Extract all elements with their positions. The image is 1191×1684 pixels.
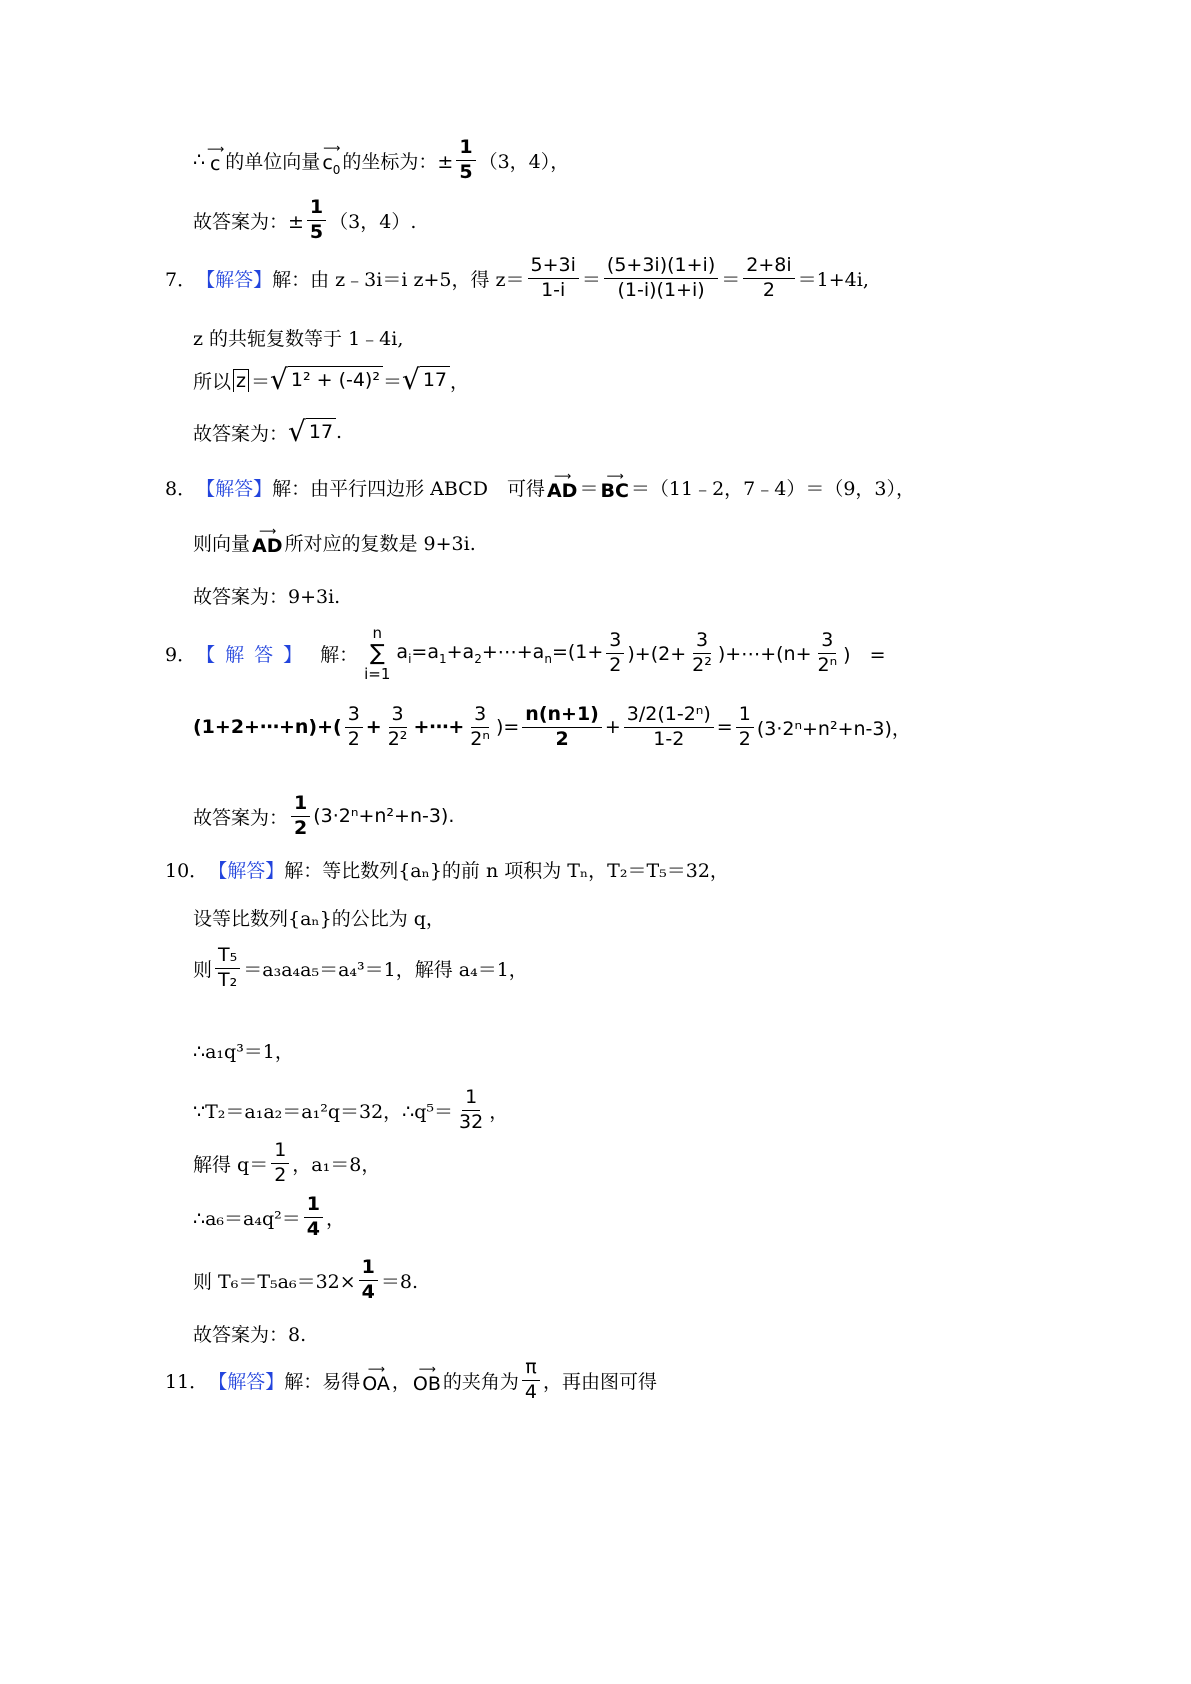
fraction bbox=[307, 198, 326, 243]
math-text: 2 bbox=[738, 727, 751, 750]
math-text: + bbox=[365, 716, 382, 739]
math-text: BC bbox=[600, 480, 629, 502]
fraction bbox=[456, 138, 475, 183]
math-text: n(n+1) bbox=[522, 705, 602, 728]
math-text: 17 bbox=[306, 418, 336, 446]
math-text: +a bbox=[446, 641, 475, 664]
math-text: 的坐标为：± bbox=[342, 150, 454, 173]
math-text: z 的共轭复数等于 1﹣4i, bbox=[193, 328, 404, 350]
math-text: 3 bbox=[345, 705, 363, 728]
answer-tag: 【解答】 bbox=[196, 268, 273, 291]
math-text: (3·2ⁿ+n²+n-3)， bbox=[756, 717, 911, 740]
math-text: ， bbox=[326, 1207, 346, 1230]
fraction bbox=[456, 1088, 486, 1133]
math-text: ＝1+4i, bbox=[797, 268, 869, 291]
fraction bbox=[815, 631, 841, 676]
vector-c: ⟶ c bbox=[207, 142, 224, 176]
math-text: 17 bbox=[420, 366, 450, 394]
math-text: c bbox=[209, 153, 221, 176]
math-text: =(1+ bbox=[551, 641, 604, 664]
math-text: i=1 bbox=[364, 664, 391, 683]
math-text: 2² bbox=[387, 727, 408, 750]
math-text: ＝8. bbox=[380, 1270, 419, 1293]
math-text: ＝ bbox=[721, 268, 741, 291]
math-text: 解：由 z﹣3i＝i z+5，得 z＝ bbox=[272, 268, 525, 291]
math-text: + bbox=[604, 716, 621, 739]
sqrt-expression: √ 17 bbox=[288, 418, 336, 446]
math-text: T₂ bbox=[218, 968, 238, 991]
math-text: 1 bbox=[736, 705, 754, 728]
math-text: 解：由平行四边形 ABCD 可得 bbox=[272, 477, 545, 500]
math-text: （3，4）. bbox=[329, 210, 417, 233]
math-text: 2 bbox=[762, 278, 775, 301]
math-text: ∴a₁q³＝1， bbox=[193, 1041, 294, 1063]
math-text: 1 bbox=[271, 1141, 289, 1164]
vector-ad: ⟶ AD bbox=[252, 524, 283, 557]
q9-line-3 bbox=[193, 794, 454, 839]
math-text: 8． bbox=[165, 477, 197, 500]
math-text: +⋯+a bbox=[481, 641, 545, 664]
math-text: 3 bbox=[818, 631, 836, 654]
math-text: 则 T₆＝T₅a₆＝32× bbox=[193, 1270, 356, 1293]
math-text: 设等比数列{aₙ}的公比为 q， bbox=[193, 908, 445, 930]
math-text: 所对应的复数是 9+3i. bbox=[284, 532, 476, 555]
math-text: ＝a₃a₄a₅＝a₄³＝1，解得 a₄＝1， bbox=[243, 958, 528, 981]
math-text: 1 bbox=[359, 1258, 378, 1281]
math-text: 9． bbox=[165, 644, 197, 667]
math-text: 11． bbox=[165, 1370, 209, 1393]
math-text: ∴a₆＝a₄q²＝ bbox=[193, 1207, 301, 1230]
math-text: (1+2+⋯+n)+( bbox=[193, 716, 342, 739]
math-text: 5 bbox=[459, 160, 473, 183]
math-text: 2 bbox=[294, 816, 308, 839]
math-text: 4 bbox=[524, 1380, 537, 1403]
q7-line-3 bbox=[193, 363, 470, 396]
math-text: 的单位向量 bbox=[225, 150, 321, 173]
math-text: ＝ bbox=[581, 268, 601, 291]
math-text: ， bbox=[450, 370, 470, 393]
math-text: )+⋯+(n+ bbox=[717, 642, 812, 665]
fraction bbox=[359, 1258, 378, 1303]
math-text: 故答案为：8. bbox=[193, 1324, 307, 1346]
answer-tag: 【解答】 bbox=[208, 860, 285, 882]
math-text: 则 bbox=[193, 958, 213, 981]
math-text: 4 bbox=[306, 1217, 320, 1240]
math-text: 4 bbox=[361, 1280, 375, 1303]
answer-tag: 【解答】 bbox=[196, 644, 313, 667]
fraction bbox=[385, 705, 411, 750]
fraction bbox=[743, 256, 794, 301]
math-text: 的夹角为 bbox=[442, 1370, 519, 1393]
fraction bbox=[624, 705, 714, 750]
fraction bbox=[291, 794, 310, 839]
vector-ob: ⟶ OB bbox=[412, 1362, 441, 1396]
fraction bbox=[467, 705, 493, 750]
fraction bbox=[271, 1141, 289, 1186]
answer-tag: 【解答】 bbox=[196, 477, 273, 500]
q10-line-1 bbox=[165, 856, 729, 883]
math-text: ， bbox=[489, 1100, 509, 1123]
math-text: ∵T₂＝a₁a₂＝a₁²q＝32，∴q⁵＝ bbox=[193, 1100, 454, 1123]
math-text: 故答案为： bbox=[193, 806, 289, 829]
math-text: 2+8i bbox=[743, 256, 794, 279]
math-text: 2ⁿ bbox=[470, 727, 490, 750]
math-text: ＝ bbox=[251, 370, 271, 393]
math-text: (3·2ⁿ+n²+n-3). bbox=[313, 805, 455, 828]
fraction bbox=[215, 946, 240, 991]
math-text: ＝（11﹣2，7﹣4）＝（9，3）， bbox=[630, 477, 916, 500]
fraction bbox=[736, 705, 754, 750]
math-text: 2ⁿ bbox=[817, 654, 838, 677]
math-text: +⋯+ bbox=[413, 716, 465, 739]
answer-line bbox=[193, 198, 416, 243]
fraction bbox=[522, 1358, 540, 1403]
math-text: ) = bbox=[843, 644, 886, 667]
math-text: 解： bbox=[320, 644, 359, 667]
math-text: . bbox=[336, 421, 343, 443]
math-text: (1-i)(1+i) bbox=[617, 278, 705, 301]
q10-line-3 bbox=[193, 946, 528, 991]
q7-line-2 bbox=[193, 324, 403, 351]
summation bbox=[364, 625, 390, 682]
math-text: 5+3i bbox=[528, 256, 579, 279]
math-text: )+(2+ bbox=[627, 642, 687, 665]
math-text: 1 bbox=[291, 794, 310, 817]
math-text: 则向量 bbox=[193, 532, 251, 555]
math-text: 3/2(1-2ⁿ) bbox=[624, 705, 714, 728]
math-text: π bbox=[522, 1358, 539, 1381]
fraction bbox=[689, 631, 715, 676]
vector-bc: ⟶ BC bbox=[600, 469, 629, 502]
q10-line-6 bbox=[193, 1141, 380, 1186]
math-text: 1-i bbox=[541, 278, 566, 301]
math-text: 3 bbox=[606, 631, 624, 654]
q10-line-2 bbox=[193, 904, 445, 931]
math-text: 2 bbox=[347, 727, 360, 750]
math-text: 3 bbox=[693, 631, 711, 654]
math-text: 1² + (-4)² bbox=[288, 366, 383, 394]
math-text: 2 bbox=[274, 1163, 287, 1186]
fraction bbox=[304, 1195, 323, 1240]
math-text: 3 bbox=[389, 705, 407, 728]
math-text: n bbox=[372, 624, 383, 642]
math-text: =a bbox=[411, 641, 439, 664]
math-text: AD bbox=[546, 480, 578, 502]
math-text: ∑ bbox=[369, 640, 385, 666]
math-text: 0 bbox=[332, 162, 341, 177]
math-text: AD bbox=[252, 535, 283, 557]
math-text: 32 bbox=[459, 1110, 484, 1133]
math-text: 2² bbox=[692, 654, 712, 677]
math-text: ， bbox=[391, 1370, 411, 1393]
math-text: 2 bbox=[555, 727, 569, 750]
q7-line-4 bbox=[193, 415, 343, 448]
math-text: （3，4）， bbox=[478, 150, 570, 173]
math-text: 1 bbox=[307, 198, 326, 221]
sqrt-expression: √ 17 bbox=[402, 366, 450, 394]
fraction bbox=[606, 631, 624, 676]
math-text: 7． bbox=[165, 268, 197, 291]
math-text: 1 bbox=[462, 1088, 480, 1111]
math-text: (5+3i)(1+i) bbox=[604, 256, 718, 279]
math-text: 2 bbox=[609, 654, 622, 677]
math-text: a bbox=[396, 641, 409, 664]
math-text: OA bbox=[362, 1373, 390, 1396]
vector-c0: ⟶ $c_0$ bbox=[322, 141, 341, 177]
fraction bbox=[345, 705, 363, 750]
sqrt-expression: √ 1² + (-4)² bbox=[270, 366, 383, 394]
math-text: 10． bbox=[165, 860, 209, 882]
q10-line-5 bbox=[193, 1088, 508, 1133]
q8-line-1 bbox=[165, 469, 916, 502]
math-text: 1 bbox=[456, 138, 475, 161]
math-text: ∴ bbox=[193, 149, 206, 172]
q10-line-4 bbox=[193, 1037, 294, 1064]
math-text: ＝ bbox=[579, 477, 599, 500]
math-text: ，a₁＝8， bbox=[292, 1153, 381, 1176]
math-text: 3 bbox=[471, 705, 489, 728]
math-text: 1 bbox=[304, 1195, 323, 1218]
math-text: 故答案为：9+3i. bbox=[193, 586, 341, 608]
math-text: 解得 q＝ bbox=[193, 1153, 269, 1176]
math-text: n bbox=[544, 651, 552, 666]
fraction bbox=[604, 256, 718, 301]
math-text: 1 bbox=[438, 651, 447, 666]
math-text: c bbox=[322, 152, 333, 175]
math-text: OB bbox=[412, 1373, 441, 1396]
q11-line-1 bbox=[165, 1358, 657, 1403]
math-text: T₅ bbox=[215, 946, 240, 969]
q9-line-2 bbox=[193, 705, 911, 750]
q10-line-8 bbox=[193, 1258, 418, 1303]
q9-line-1 bbox=[165, 625, 886, 682]
math-text: 解：等比数列{aₙ}的前 n 项积为 Tₙ，T₂＝T₅＝32， bbox=[284, 860, 729, 882]
q10-line-7 bbox=[193, 1195, 345, 1240]
math-text: ，再由图可得 bbox=[542, 1370, 657, 1393]
math-text: ＝ bbox=[382, 370, 402, 393]
fraction bbox=[528, 256, 579, 301]
vector-ad: ⟶ AD bbox=[546, 469, 578, 502]
q7-line-1 bbox=[165, 256, 869, 301]
answer-tag: 【解答】 bbox=[208, 1370, 285, 1393]
q8-line-2 bbox=[193, 524, 476, 557]
math-text: 所以 bbox=[193, 370, 232, 393]
fraction bbox=[522, 705, 602, 750]
q8-line-3 bbox=[193, 582, 340, 609]
abs-z-bar: z bbox=[233, 369, 249, 392]
vector-oa: ⟶ OA bbox=[362, 1362, 390, 1396]
math-text: 5 bbox=[309, 220, 324, 243]
math-text: 解：易得 bbox=[284, 1370, 361, 1393]
answer-line bbox=[193, 138, 569, 183]
math-text: 2 bbox=[474, 651, 482, 666]
math-text: 故答案为：± bbox=[193, 210, 304, 233]
math-text: 故答案为： bbox=[193, 422, 289, 445]
math-text: 1-2 bbox=[653, 727, 685, 750]
math-text: i bbox=[408, 651, 412, 666]
math-text: = bbox=[716, 716, 733, 739]
q10-line-9 bbox=[193, 1320, 306, 1347]
math-text: )= bbox=[495, 716, 520, 739]
